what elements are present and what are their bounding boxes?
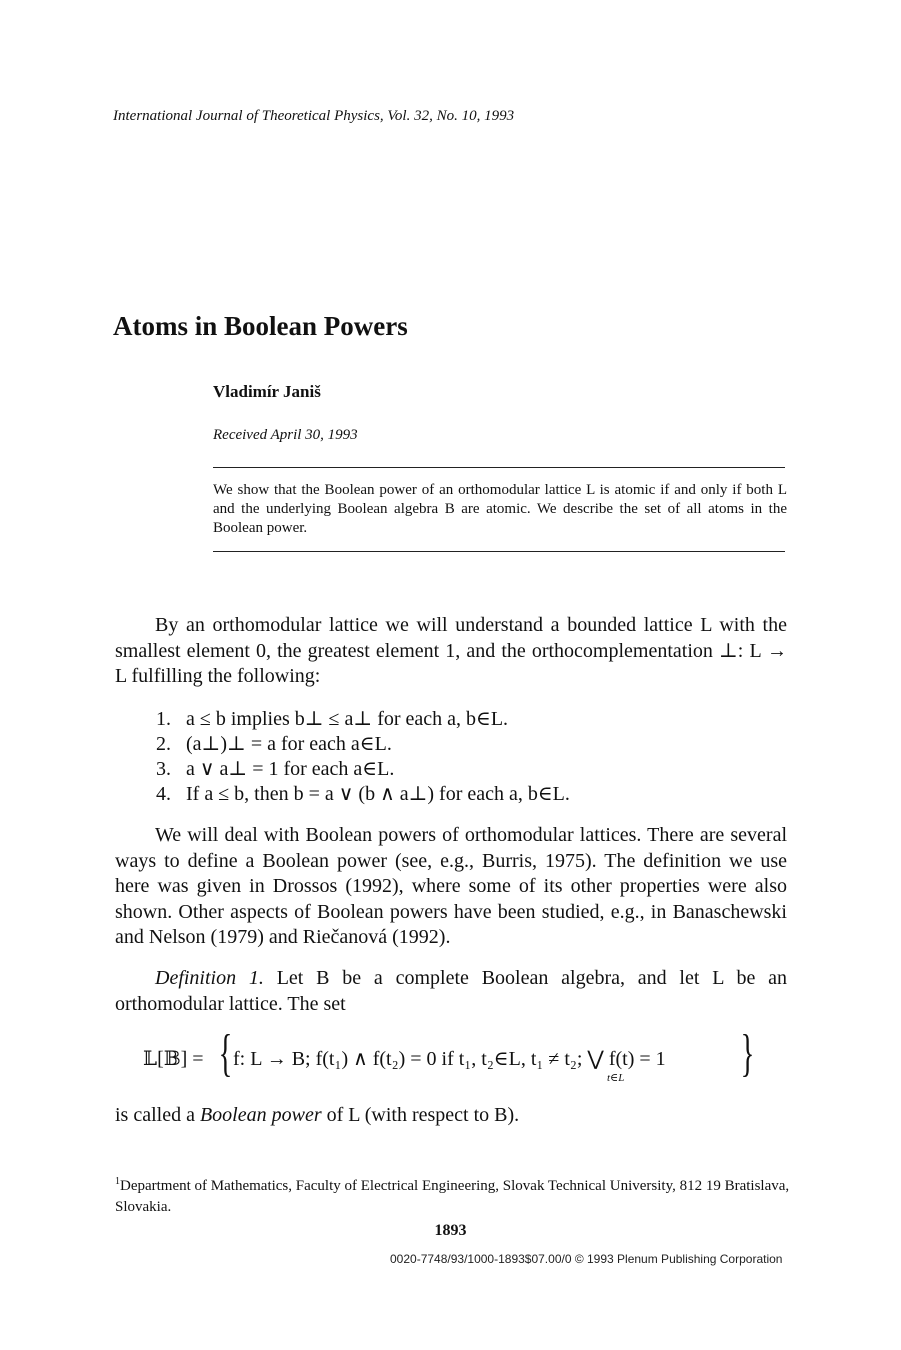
sentence-suffix: of L (with respect to B). — [326, 1104, 520, 1126]
list-item — [156, 707, 570, 732]
boolean-power-formula — [143, 1025, 763, 1090]
list-item — [156, 782, 570, 807]
sentence-prefix: is called a — [115, 1104, 195, 1126]
list-item-text: a ≤ b implies b⊥ ≤ a⊥ for each a, b∈L. — [186, 708, 509, 730]
article-title: Atoms in Boolean Powers — [113, 311, 408, 341]
defined-term: Boolean power — [199, 1104, 322, 1126]
list-item-number: 1. — [156, 708, 171, 730]
boolean-powers-paragraph: We will deal with Boolean powers of orthomodular lattices. There are several ways to define a Boolean power (see, e.g., Burris, 1975). The definition we use here was given in Drossos (1992), where some of its other properties were also shown. Other aspects of Boolean powers have been studied, e.g., in Banaschewski and Nelson (1979) and Riečanová (1992). — [115, 824, 787, 948]
page-number: 1893 — [434, 1222, 467, 1239]
abstract-top-rule — [213, 467, 785, 468]
condition-list — [156, 707, 570, 807]
list-item-text: a ∨ a⊥ = 1 for each a∈L. — [186, 758, 395, 780]
footnote-mark: 1 — [115, 1176, 120, 1187]
list-item-text: (a⊥)⊥ = a for each a∈L. — [186, 733, 392, 755]
list-item-number: 2. — [156, 733, 171, 755]
abstract: We show that the Boolean power of an orthomodular lattice L is atomic if and only if both L and the underlying Boolean algebra B are atomic. We describe the set of all atoms in the Boolean power. — [213, 482, 787, 536]
abstract-bottom-rule — [213, 551, 785, 552]
definition-text: Let B be a complete Boolean algebra, and let L be an orthomodular lattice. The set — [115, 967, 788, 1015]
definition-label: Definition 1. — [155, 967, 264, 989]
definition-paragraph — [115, 966, 787, 1017]
footnote-text: Department of Mathematics, Faculty of Electrical Engineering, Slovak Technical University, 812 19 Bratislava, Slovakia. — [115, 1178, 790, 1215]
received-date: Received April 30, 1993 — [213, 427, 358, 443]
journal-header: International Journal of Theoretical Physics, Vol. 32, No. 10, 1993 — [113, 108, 515, 124]
formula-lhs: 𝕃[𝔹] = — [143, 1048, 204, 1070]
affiliation-footnote — [115, 1171, 795, 1218]
formula-body: f: L → B; f(t₁) ∧ f(t₂) = 0 if t₁, t₂∈L, t₁ ≠ t₂; ⋁ f(t) = 1 — [233, 1048, 666, 1070]
list-item-number: 3. — [156, 758, 171, 780]
left-brace: { — [218, 1025, 233, 1082]
list-item-number: 4. — [156, 783, 171, 805]
boolean-power-sentence — [115, 1103, 787, 1129]
right-brace: } — [740, 1025, 755, 1082]
list-item-text: If a ≤ b, then b = a ∨ (b ∧ a⊥) for each a, b∈L. — [186, 783, 570, 805]
intro-paragraph: By an orthomodular lattice we will understand a bounded lattice L with the smallest element 0, the greatest element 1, and the orthocomplementation ⊥: L → L fulfilling the following: — [115, 614, 787, 687]
list-item — [156, 732, 570, 757]
formula-subscript: t∈L — [607, 1072, 625, 1084]
author-name: Vladimír Janiš — [213, 382, 321, 401]
list-item — [156, 757, 570, 782]
copyright-line: 0020-7748/93/1000-1893$07.00/0 © 1993 Plenum Publishing Corporation — [390, 1252, 783, 1266]
